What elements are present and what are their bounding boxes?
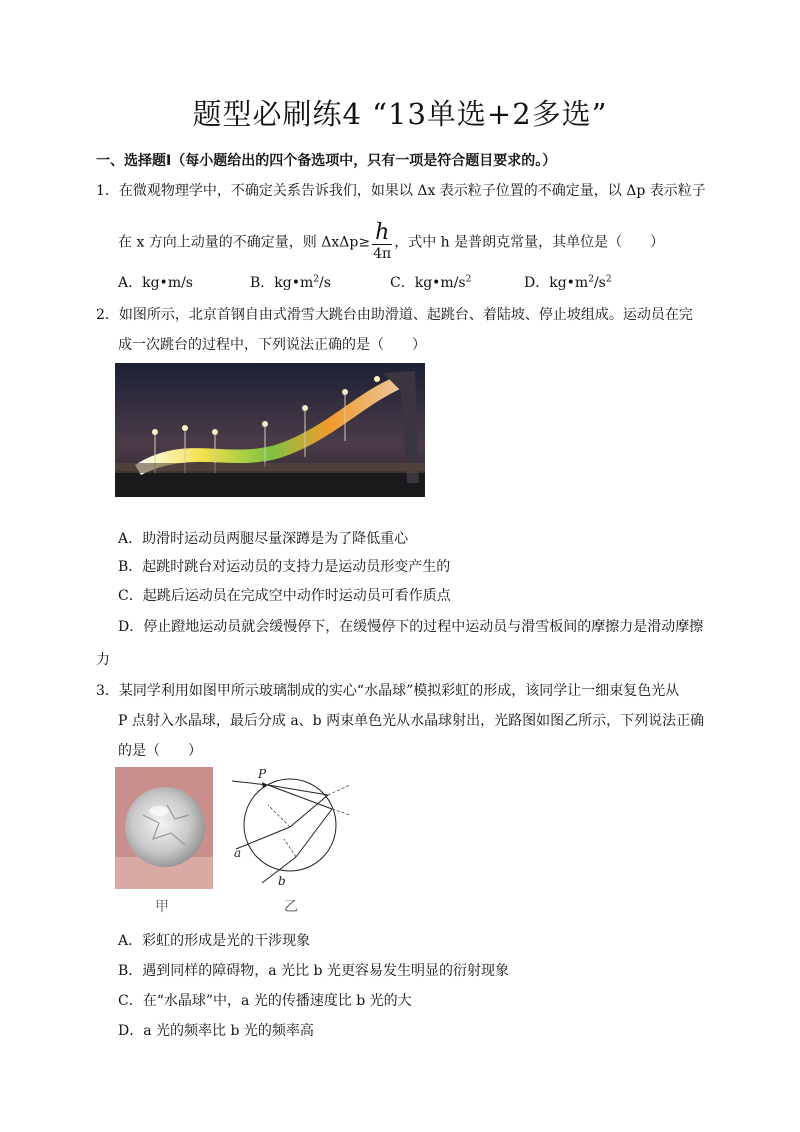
q3-stem-line2: P 点射入水晶球，最后分成 a、b 两束单色光从水晶球射出，光路图如图乙所示，下列说法正确 xyxy=(118,713,705,729)
q1-option-c: C．$kg•m/s^2$ xyxy=(390,274,472,291)
light-path-diagram xyxy=(228,765,353,889)
point-p-label: P xyxy=(258,767,267,781)
q2-option-b: B．起跳时跳台对运动员的支持力是运动员形变产生的 xyxy=(118,559,451,575)
ray-b-label: b xyxy=(278,874,286,888)
q1-option-a: A．kg•m/s xyxy=(118,275,193,291)
figure-caption-yi: 乙 xyxy=(284,899,298,915)
q3-option-a: A．彩虹的形成是光的干涉现象 xyxy=(118,933,311,949)
q1-fraction-numerator: h xyxy=(372,222,392,245)
q3-stem-line1: 3．某同学利用如图甲所示玻璃制成的实心“水晶球”模拟彩虹的形成，该同学让一细束复色光从 xyxy=(96,683,680,699)
q2-option-d: D．停止蹬地运动员就会缓慢停下，在缓慢停下的过程中运动员与滑雪板间的摩擦力是滑动摩擦 xyxy=(118,619,704,635)
q1-option-b: B．$kg•m^2/s$ xyxy=(250,274,331,291)
q1-stem-line1: 1．在微观物理学中，不确定关系告诉我们，如果以 Δx 表示粒子位置的不确定量，以 Δp 表示粒子 xyxy=(96,183,706,199)
q2-option-c: C．起跳后运动员在完成空中动作时运动员可看作质点 xyxy=(118,588,451,604)
q3-option-d: D．a 光的频率比 b 光的频率高 xyxy=(118,1023,314,1039)
ray-a-label: a xyxy=(234,846,242,860)
section-heading: 一、选择题Ⅰ（每小题给出的四个备选项中，只有一项是符合题目要求的。） xyxy=(96,153,557,169)
q2-stem-line1: 2．如图所示，北京首钢自由式滑雪大跳台由助滑道、起跳台、着陆坡、停止坡组成。运动员在完 xyxy=(96,307,693,323)
q1-fraction xyxy=(372,222,392,263)
q1-option-d: D．$kg•m^2/s^2$ xyxy=(524,274,612,291)
figure-caption-jia: 甲 xyxy=(155,899,169,915)
q1-stem-line2 xyxy=(118,222,664,263)
q3-stem-line3: 的是（ ） xyxy=(118,743,202,759)
q1-fraction-denominator: 4π xyxy=(373,246,392,262)
q1-stem-post: ，式中 h 是普朗克常量，其单位是（ ） xyxy=(394,234,665,251)
q1-stem-pre: 在 x 方向上动量的不确定量，则 ΔxΔp≥ xyxy=(118,234,371,251)
q2-option-a: A．助滑时运动员两腿尽量深蹲是为了降低重心 xyxy=(118,531,409,547)
q2-stem-line2: 成一次跳台的过程中，下列说法正确的是（ ） xyxy=(118,337,426,353)
q3-option-b: B．遇到同样的障碍物，a 光比 b 光更容易发生明显的衍射现象 xyxy=(118,963,509,979)
ski-jump-photo xyxy=(115,363,425,497)
page-title: 题型必刷练4 “13单选+2多选” xyxy=(192,97,608,131)
q2-option-d-continued: 力 xyxy=(96,652,110,668)
q3-option-c: C．在“水晶球”中，a 光的传播速度比 b 光的大 xyxy=(118,993,412,1009)
crystal-ball-photo xyxy=(115,767,213,889)
